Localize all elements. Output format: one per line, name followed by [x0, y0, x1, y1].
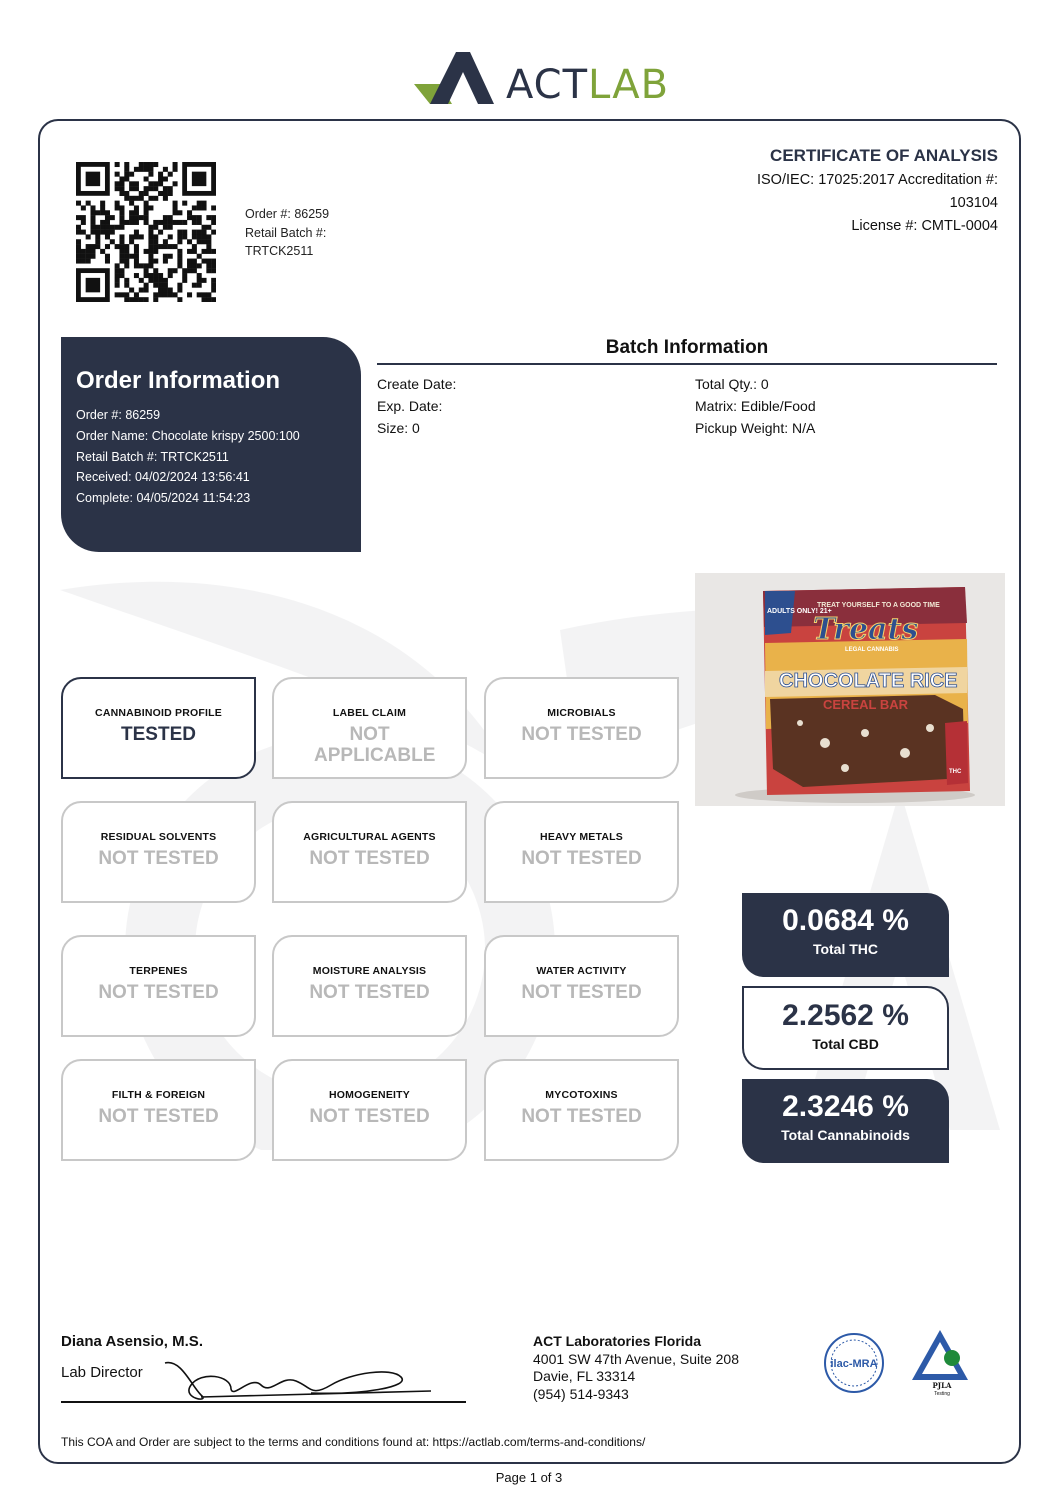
test-label: MYCOTOXINS — [545, 1089, 618, 1101]
order-information-title: Order Information — [76, 367, 281, 394]
total-thc-box — [742, 893, 949, 977]
order-info-row: Complete: 04/05/2024 11:54:23 — [76, 491, 251, 506]
qr-code[interactable] — [76, 162, 216, 302]
test-label: TERPENES — [129, 965, 188, 977]
test-status: NOT TESTED — [98, 1106, 219, 1127]
test-tile-microbials — [484, 677, 679, 779]
package-brand-text: Treats — [813, 612, 919, 647]
certificate-header — [668, 146, 998, 238]
batch-field: Matrix: Edible/Food — [695, 398, 816, 414]
batch-right-column — [695, 373, 997, 439]
lab-address-line: Davie, FL 33314 — [533, 1368, 636, 1384]
test-label: HOMOGENEITY — [329, 1089, 410, 1101]
package-product-name: CHOCOLATE RICE — [779, 670, 958, 692]
test-status: NOT TESTED — [521, 982, 642, 1003]
total-cannabinoids-box — [742, 1079, 949, 1163]
page-number: Page 1 of 3 — [495, 1470, 563, 1485]
ilac-mra-badge — [823, 1332, 885, 1394]
test-tile-filth-foreign — [61, 1059, 256, 1161]
package-thc-label: THC — [949, 769, 962, 775]
actlab-logo-mark — [412, 46, 502, 108]
retail-batch-label-small: Retail Batch #: — [245, 225, 327, 240]
order-summary-small — [245, 205, 329, 261]
signatory-role: Lab Director — [61, 1364, 143, 1381]
test-label: AGRICULTURAL AGENTS — [303, 831, 436, 843]
test-status: NOT TESTED — [309, 982, 430, 1003]
signatory-name: Diana Asensio, M.S. — [61, 1333, 203, 1350]
lab-address — [533, 1333, 739, 1403]
order-number-small: Order #: 86259 — [245, 207, 330, 221]
batch-field: Size: 0 — [377, 420, 420, 436]
test-status: NOT TESTED — [521, 1106, 642, 1127]
batch-field: Total Qty.: 0 — [695, 376, 769, 392]
batch-left-column — [377, 373, 695, 439]
accreditation-number: 103104 — [949, 195, 998, 211]
total-cannabinoids-value: 2.3246 % — [782, 1090, 909, 1123]
order-information-panel — [61, 337, 361, 552]
test-status: NOT TESTED — [309, 848, 430, 869]
svg-text:ilac-MRA: ilac-MRA — [830, 1358, 878, 1370]
total-thc-label: Total THC — [812, 941, 879, 957]
accreditation-line: ISO/IEC: 17025:2017 Accreditation #: — [756, 172, 998, 188]
terms-notice[interactable]: This COA and Order are subject to the terms and conditions found at: https://actlab.com/terms-and-conditions/ — [61, 1435, 646, 1449]
pjla-badge — [910, 1328, 974, 1396]
test-label: WATER ACTIVITY — [536, 965, 627, 977]
total-cbd-box — [742, 986, 949, 1070]
test-tile-mycotoxins — [484, 1059, 679, 1161]
lab-company-name: ACT Laboratories Florida — [533, 1333, 702, 1349]
package-brand-sub: LEGAL CANNABIS — [845, 647, 899, 653]
batch-field: Pickup Weight: N/A — [695, 420, 816, 436]
license-number: License #: CMTL-0004 — [851, 218, 998, 234]
certificate-title: CERTIFICATE OF ANALYSIS — [770, 146, 998, 165]
batch-field: Create Date: — [377, 376, 457, 392]
test-label: FILTH & FOREIGN — [111, 1089, 206, 1101]
test-tile-moisture-analysis — [272, 935, 467, 1037]
order-info-row: Order #: 86259 — [76, 408, 161, 422]
test-label: LABEL CLAIM — [332, 707, 407, 719]
order-info-row: Retail Batch #: TRTCK2511 — [76, 449, 229, 464]
test-status: NOT TESTED — [98, 848, 219, 869]
lab-phone: (954) 514-9343 — [533, 1385, 629, 1402]
test-status: NOT TESTED — [309, 1106, 430, 1127]
lab-address-line: 4001 SW 47th Avenue, Suite 208 — [533, 1350, 740, 1367]
test-tile-terpenes — [61, 935, 256, 1037]
handwritten-signature — [161, 1355, 441, 1405]
test-tile-water-activity — [484, 935, 679, 1037]
test-label: HEAVY METALS — [540, 831, 623, 843]
test-label: CANNABINOID PROFILE — [95, 707, 222, 719]
total-cannabinoids-label: Total Cannabinoids — [781, 1127, 910, 1143]
total-cbd-value: 2.2562 % — [782, 999, 909, 1032]
package-product-sub: CEREAL BAR — [823, 697, 908, 712]
test-panel-grid — [61, 677, 681, 1167]
order-info-row: Order Name: Chocolate krispy 2500:100 — [76, 428, 300, 443]
svg-text:Testing: Testing — [934, 1391, 950, 1396]
test-tile-label-claim — [272, 677, 467, 779]
actlab-logo — [412, 46, 682, 108]
actlab-logo-text: ACTLAB — [506, 62, 670, 108]
total-thc-value: 0.0684 % — [782, 904, 909, 937]
test-status: NOT APPLICABLE — [314, 724, 436, 766]
test-tile-heavy-metals — [484, 801, 679, 903]
svg-text:PJLA: PJLA — [932, 1381, 952, 1390]
test-tile-residual-solvents — [61, 801, 256, 903]
test-status: NOT TESTED — [98, 982, 219, 1003]
signature-block — [61, 1333, 466, 1381]
package-age-text: ADULTS ONLY! 21+ — [767, 608, 832, 615]
batch-field: Exp. Date: — [377, 398, 443, 414]
product-photo — [695, 573, 1005, 806]
test-status: NOT TESTED — [521, 848, 642, 869]
batch-information — [377, 337, 997, 439]
test-status: NOT TESTED — [521, 724, 642, 745]
order-info-row: Received: 04/02/2024 13:56:41 — [76, 470, 250, 485]
test-status: TESTED — [121, 724, 196, 745]
test-label: MICROBIALS — [547, 707, 616, 719]
test-tile-cannabinoid-profile — [61, 677, 256, 779]
package-banner-text: TREAT YOURSELF TO A GOOD TIME — [817, 602, 940, 609]
total-cbd-label: Total CBD — [812, 1036, 879, 1052]
test-tile-agricultural-agents — [272, 801, 467, 903]
product-package-illustration — [695, 573, 1005, 806]
batch-information-title: Batch Information — [377, 337, 997, 365]
test-label: RESIDUAL SOLVENTS — [100, 831, 217, 843]
test-label: MOISTURE ANALYSIS — [312, 965, 427, 977]
retail-batch-value-small: TRTCK2511 — [245, 244, 314, 258]
test-tile-homogeneity — [272, 1059, 467, 1161]
signature-line — [61, 1401, 466, 1403]
